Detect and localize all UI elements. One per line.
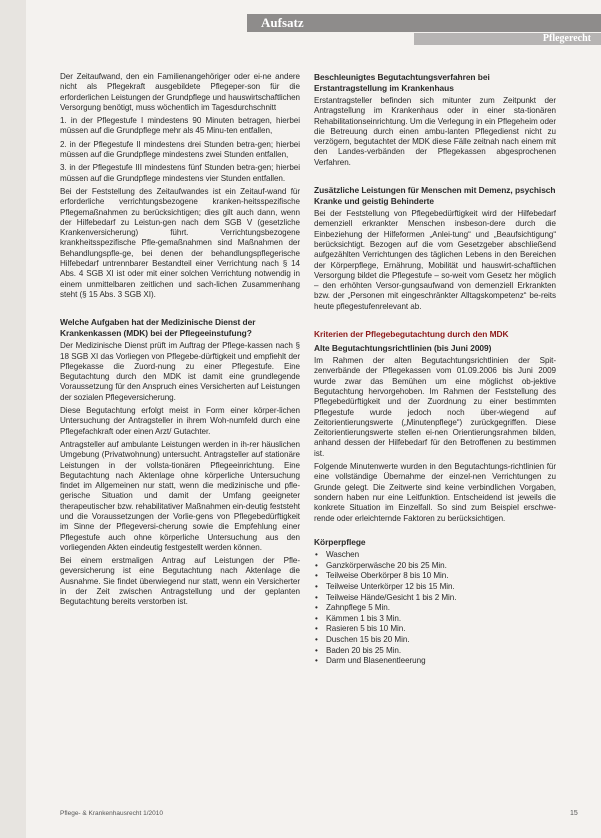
section-heading: Zusätzliche Leistungen für Menschen mit Demenz, psychisch Kranke und geistig Behinderte [314, 185, 556, 206]
footer-journal: Pflege- & Krankenhausrecht 1/2010 [60, 810, 163, 817]
list-item: • Duschen 15 bis 20 Min. [314, 635, 556, 646]
spacer [60, 303, 300, 317]
list-item: • Rasieren 5 bis 10 Min. [314, 624, 556, 635]
paragraph: Bei der Feststellung des Zeitaufwandes ist ein Zeitauf-wand für erforderliche verrichtungsbezogene kranken-heitsspezifische Pflegemaßnahmen zu berücksichtigen; dies gilt auch dann, wenn der Hilfebedarf zu Leistun-gen nach dem SGB V (gesetzliche Krankenversicherung) führt. Verrichtungsbezogene krankheitsspezifische Pfle-gemaßnahmen sind Maßnahmen der Behandlungspfle-ge, bei denen der behandlungspflegerische Hilfebedarf untrennbarer Bestandteil einer Verrichtung nach § 14 Abs. 4 SGB XI ist oder mit einer solchen Verrichtung notwendig in einem unmittelbaren zeitlichen und sach-lichen Zusammenhang steht (§ 15 Abs. 3 SGB XI). [60, 186, 300, 299]
page-number: 15 [570, 810, 578, 817]
section-heading: Alte Begutachtungsrichtlinien (bis Juni 2009) [314, 342, 492, 353]
paragraph: 3. in der Pflegestufe III mindestens fünf Stunden betra-gen; hierbei müssen auf die Grundpflege mindestens vier Stunden entfallen. [60, 163, 300, 183]
spacer [314, 315, 556, 329]
spacer [314, 527, 556, 537]
left-column [60, 72, 300, 611]
list-item: • Teilweise Oberkörper 8 bis 10 Min. [314, 571, 556, 582]
list-item: • Ganzkörperwäsche 20 bis 25 Min. [314, 561, 556, 572]
paragraph: Diese Begutachtung erfolgt meist in Form einer körper-lichen Untersuchung der Antragsteller in ihrem Woh-numfeld durch eine Pflegefachkraft oder einen Arzt/ Gutachter. [60, 406, 300, 436]
paragraph: Der Zeitaufwand, den ein Familienangehöriger oder ei-ne andere nicht als Pflegekraft ausgebildete Pflegeper-son für die erforderlichen Leistungen der Grundpflege und hauswirtschaftlichen Versorgung benötigt, muss wöchentlich im Tagesdurchschnitt [60, 72, 300, 112]
page-margin-band [0, 0, 26, 838]
list-item: • Teilweise Unterkörper 12 bis 15 Min. [314, 582, 556, 593]
list-item: • Zahnpflege 5 Min. [314, 603, 556, 614]
paragraph: Bei einem erstmaligen Antrag auf Leistungen der Pfle-geversicherung ist eine Begutachtung nach Aktenlage die Ausnahme. Sie findet überwiegend nur statt, wenn ein Versicherter in der Zeit zwischen Antragstellung und der geplanten Begutachtung bereits verstorben ist. [60, 556, 300, 607]
subsection-header-bar [414, 33, 601, 45]
list-item: • Kämmen 1 bis 3 Min. [314, 614, 556, 625]
section-title: Aufsatz [261, 15, 304, 30]
paragraph: Antragsteller auf ambulante Leistungen werden in ih-rer häuslichen Umgebung (Privatwohnung) untersucht. Antragsteller auf stationäre Leistungen in der vollsta-tionären Pflegeeinrichtung. Eine Begutachtung nach Aktenlage ohne körperliche Untersuchung findet im Allgemeinen nur statt, wenn die medizinische und pfle-gerische Situation und damit der Umfang geeigneter therapeutischer bzw. rehabilitativer Maßnahmen ein-deutig feststeht und die Voraussetzungen der Vorlie-gens von Pflegebedürftigkeit im Sinne der Pflegeversi-cherung sowie die Empfehlung einer Pflegestufe auch ohne körperliche Untersuchung aus den vorliegenden Akten eindeutig festgestellt werden können. [60, 439, 300, 552]
list-item: • Waschen [314, 550, 556, 561]
section-heading: Körperpflege [314, 536, 366, 547]
paragraph: 1. in der Pflegestufe I mindestens 90 Minuten betragen, hierbei müssen auf die Grundpflege mehr als 45 Minu-ten entfallen, [60, 116, 300, 136]
paragraph: Der Medizinische Dienst prüft im Auftrag der Pflege-kassen nach § 18 SGB XI das Vorliegen von Pflegebe-dürftigkeit und empfiehlt der Pflegekasse die Zuord-nung zu einer Pflegestufe. Eine Begutachtung durch den MDK ist damit eine grundlegende Voraussetzung für den Anspruch eines Versicherten auf Leistungen der sozialen Pflegeversicherung. [60, 341, 300, 402]
right-column [314, 72, 556, 667]
list-item: • Teilweise Hände/Gesicht 1 bis 2 Min. [314, 593, 556, 604]
paragraph: Folgende Minutenwerte wurden in den Begutachtungs-richtlinien für eine vollständige Übernahme der einzel-nen Verrichtungen zu Grunde gelegt. Die Zeitwerte sind keine verbindlichen Vorgaben, sondern haben nur eine Leitfunktion. Entscheidend ist jeweils die konkrete Situation im Einzelfall. So sind zum Beispiel erschwe-rende oder erleichternde Faktoren zu berücksichtigen. [314, 462, 556, 523]
paragraph: Bei der Feststellung von Pflegebedürftigkeit wird der Hilfebedarf demenziell erkrankter Menschen insbeson-dere durch die Einbeziehung der Hilfeformen „Anlei-tung“ und „Beaufsichtigung“ berücksichtigt. Bezogen auf die vom Gesetzgeber abschließend aufgezählten Verrichtungen des täglichen Lebens in den Bereichen der Körperpflege, Ernährung, Mobilität und hauswirt-schaftlichen Versorgung bildet die Pflegestufe – so-weit vom Gesetz her möglich – den erhöhten Versor-gungsaufwand von demenziell Erkrankten bzw. der „Personen mit eingeschränkter Alltagskompetenz“ be-reits heute pflegestufenrelevant ab. [314, 209, 556, 311]
section-heading: Welche Aufgaben hat der Medizinische Dienst der Krankenkassen (MDK) bei der Pflegeeinstufung? [60, 317, 256, 338]
bullet-list [314, 550, 556, 667]
paragraph: Erstantragsteller befinden sich mitunter zum Zeitpunkt der Antragstellung im Krankenhaus oder in einer sta-tionären Rehabilitationseinrichtung. Um die Verlegung in ein Pflegeheim oder die Betreuung durch einen ambu-lanten Pflegedienst nicht zu verzögern, begutachtet der MDK diese Fälle zeitnah nach einem mit den Landes-verbänden der Pflegekassen abgesprochenen Verfahren. [314, 96, 556, 167]
spacer [314, 171, 556, 185]
list-item: • Darm und Blasenentleerung [314, 656, 556, 667]
paragraph: Im Rahmen der alten Begutachtungsrichtlinien der Spit-zenverbände der Pflegekassen vom 01.09.2006 bis Juni 2009 wurde zwar das Bemühen um eine möglichst ob-jektive Begutachtung hervorgehoben. Im Rahmen der Feststellung des Pflegebedürftigkeit und der Zuordnung zu einer bestimmten Pflegestufe wurde jedoch noch über-wiegend auf Zeitorientierungswerte („Minutenpflege“) zurückgegriffen. Diese Zeitorientierungswerte stellen ei-nen Orientierungsrahmen bilden, anhand dessen der Hilfebedarf für den Betroffenen zu bestimmen ist. [314, 356, 556, 458]
subsection-title: Pflegerecht [542, 33, 591, 44]
section-header-bar [247, 14, 601, 32]
paragraph: 2. in der Pflegestufe II mindestens drei Stunden betra-gen; hierbei müssen auf die Grundpflege mindestens zwei Stunden entfallen, [60, 139, 300, 160]
section-heading: Beschleunigtes Begutachtungsverfahren bei Erstantragstellung im Krankenhaus [314, 72, 490, 93]
section-heading: Kriterien der Pflegebegutachtung durch den MDK [314, 329, 509, 340]
list-item: • Baden 20 bis 25 Min. [314, 646, 556, 657]
